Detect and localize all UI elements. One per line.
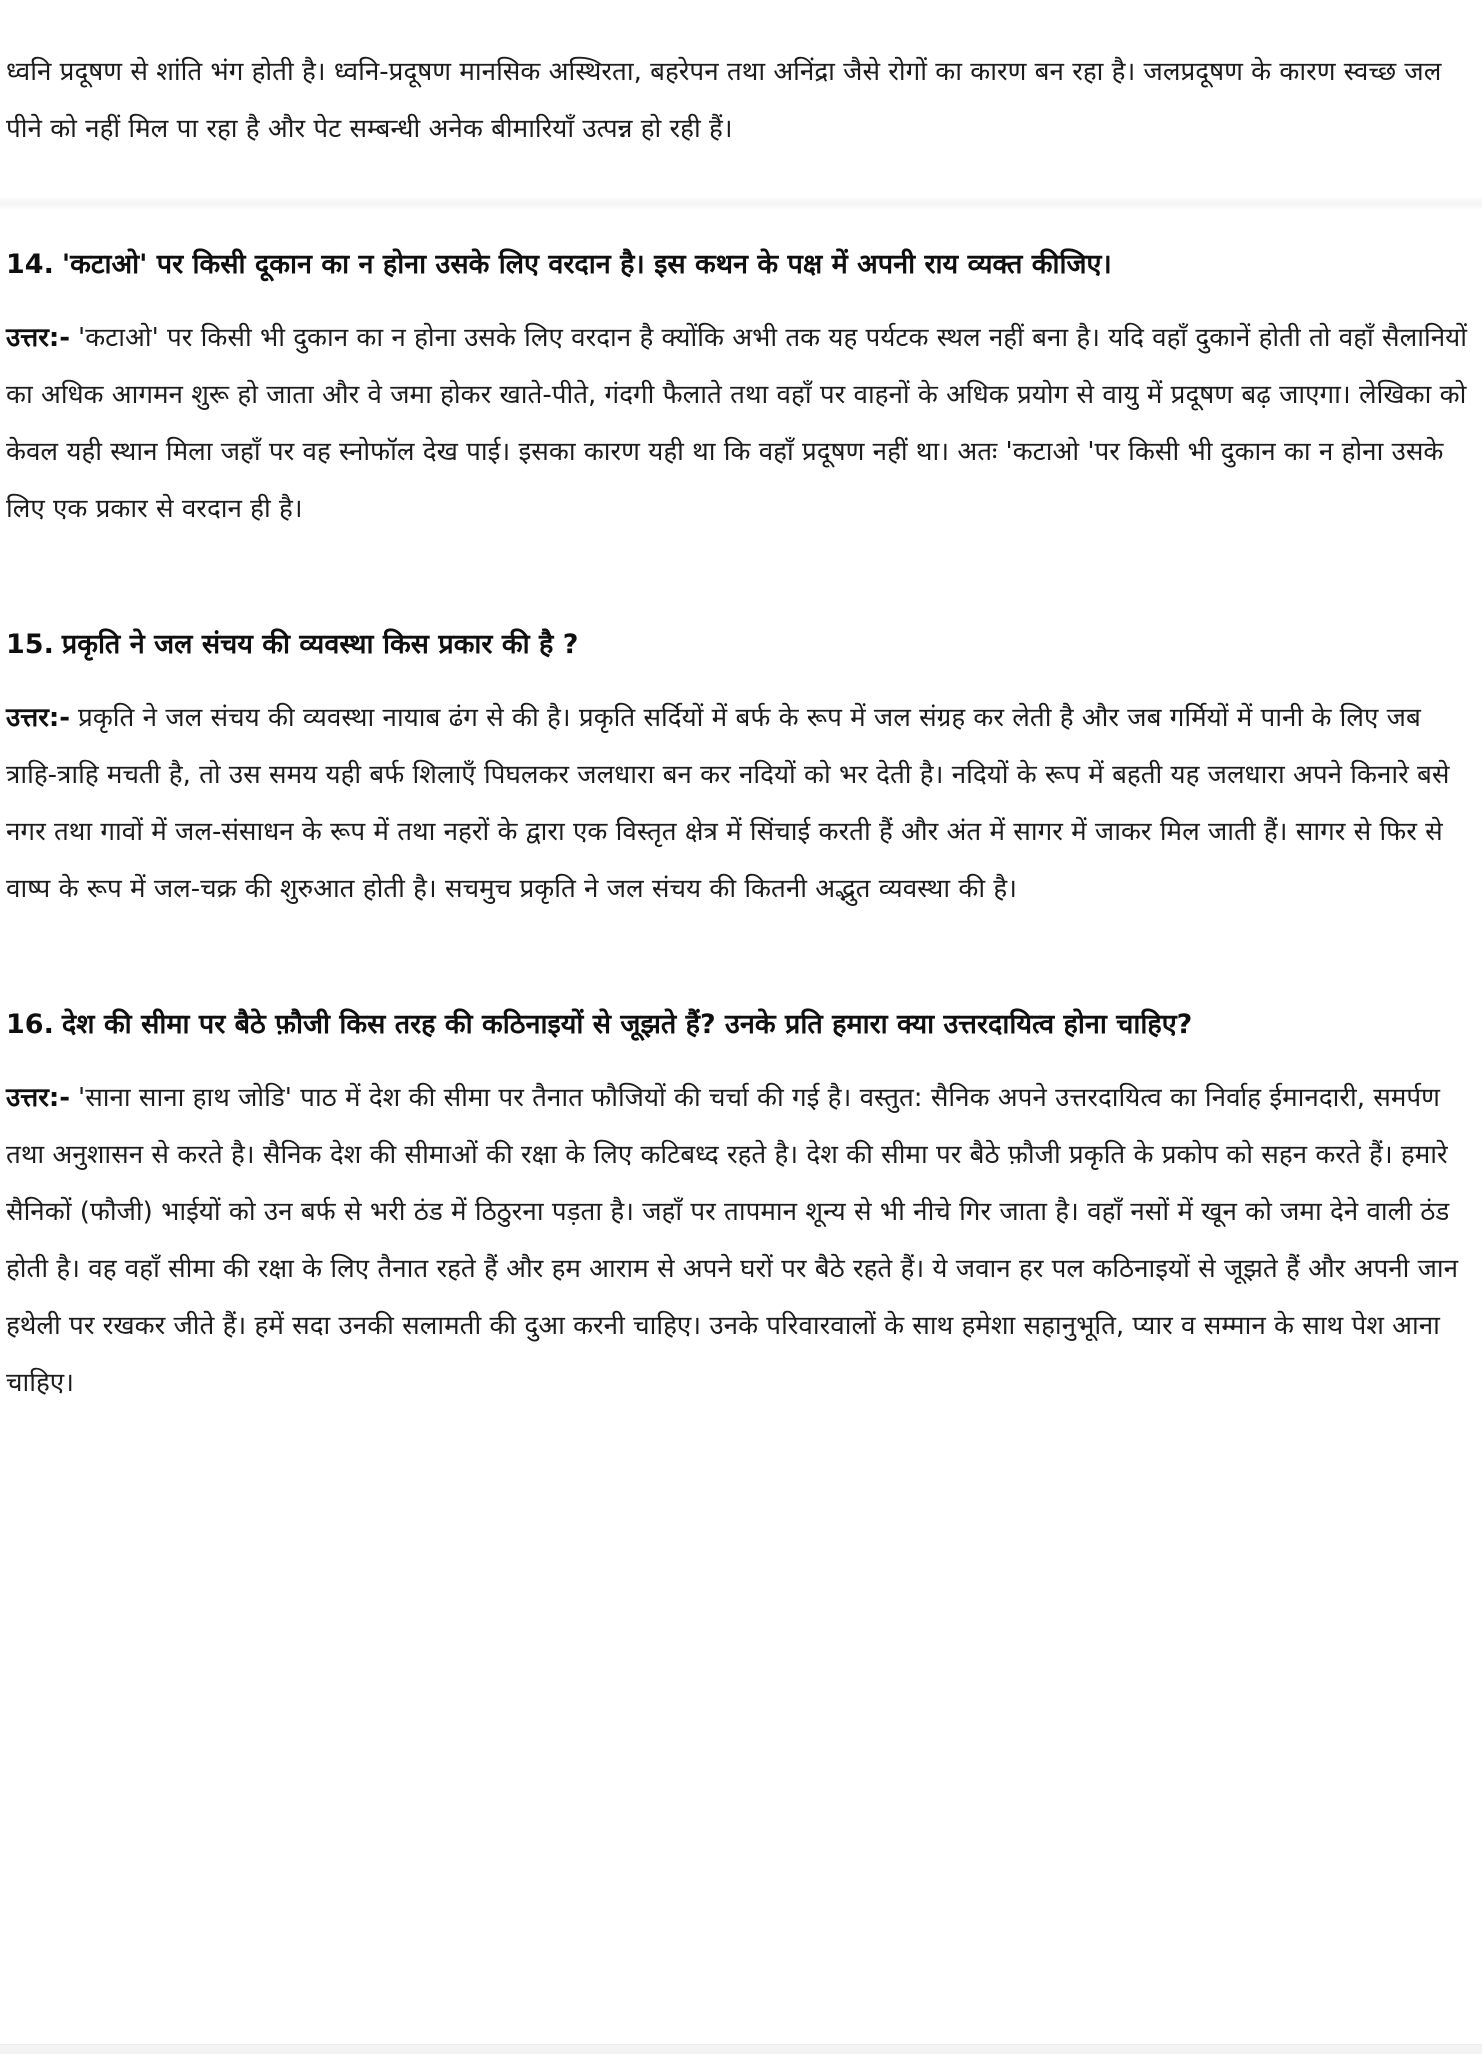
qa-item-15 [6, 622, 1468, 918]
answer-text: प्रकृति ने जल संचय की व्यवस्था नायाब ढंग से की है। प्रकृति सर्दियों में बर्फ के रूप में जल संग्रह कर लेती है और जब गर्मियों में पानी के लिए जब त्राहि-त्राहि मचती है, तो उस समय यही बर्फ शिलाएँ पिघलकर जलधारा बन कर नदियों को भर देती है। नदियों के रूप में बहती यह जलधारा अपने किनारे बसे नगर तथा गावों में जल-संसाधन के रूप में तथा नहरों के द्वारा एक विस्तृत क्षेत्र में सिंचाई करती हैं और अंत में सागर में जाकर मिल जाती हैं। सागर से फिर से वाष्प के रूप में जल-चक्र की शुरुआत होती है। सचमुच प्रकृति ने जल संचय की कितनी अद्भुत व्यवस्था की है। [6, 703, 1450, 904]
question-text: 'कटाओ' पर किसी दूकान का न होना उसके लिए वरदान है। इस कथन के पक्ष में अपनी राय व्यक्त कीजिए। [61, 249, 1112, 280]
answer-label: उत्तर:- [6, 703, 71, 733]
answer-paragraph-15 [6, 690, 1468, 918]
answer-paragraph-16 [6, 1070, 1468, 1412]
qa-item-16 [6, 1002, 1468, 1412]
qa-item-14 [6, 242, 1468, 538]
question-heading-14 [6, 242, 1468, 288]
answer-paragraph-14 [6, 310, 1468, 538]
answer-label: उत्तर:- [6, 1083, 71, 1113]
page-bottom-edge [0, 2044, 1482, 2054]
answer-text: 'कटाओ' पर किसी भी दुकान का न होना उसके लिए वरदान है क्योंकि अभी तक यह पर्यटक स्थल नहीं बना है। यदि वहाँ दुकानें होती तो वहाँ सैलानियों का अधिक आगमन शुरू हो जाता और वे जमा होकर खाते-पीते, गंदगी फैलाते तथा वहाँ पर वाहनों के अधिक प्रयोग से वायु में प्रदूषण बढ़ जाएगा। लेखिका को केवल यही स्थान मिला जहाँ पर वह स्नोफॉल देख पाई। इसका कारण यही था कि वहाँ प्रदूषण नहीं था। अतः 'कटाओ 'पर किसी भी दुकान का न होना उसके लिए एक प्रकार से वरदान ही है। [6, 323, 1467, 524]
intro-paragraph: ध्वनि प्रदूषण से शांति भंग होती है। ध्वनि-प्रदूषण मानसिक अस्थिरता, बहरेपन तथा अनिंद्रा जैसे रोगों का कारण बन रहा है। जलप्रदूषण के कारण स्वच्छ जल पीने को नहीं मिल पा रहा है और पेट सम्बन्धी अनेक बीमारियाँ उत्पन्न हो रही हैं। [6, 57, 1442, 144]
answer-text: 'साना साना हाथ जोडि' पाठ में देश की सीमा पर तैनात फौजियों की चर्चा की गई है। वस्तुत: सैनिक अपने उत्तरदायित्व का निर्वाह ईमानदारी, समर्पण तथा अनुशासन से करते है। सैनिक देश की सीमाओं की रक्षा के लिए कटिबध्द रहते है। देश की सीमा पर बैठे फ़ौजी प्रकृति के प्रकोप को सहन करते हैं। हमारे सैनिकों (फौजी) भाईयों को उन बर्फ से भरी ठंड में ठिठुरना पड़ता है। जहाँ पर तापमान शून्य से भी नीचे गिर जाता है। वहाँ नसों में खून को जमा देने वाली ठंड होती है। वह वहाँ सीमा की रक्षा के लिए तैनात रहते हैं और हम आराम से अपने घरों पर बैठे रहते हैं। ये जवान हर पल कठिनाइयों से जूझते हैं और अपनी जान हथेली पर रखकर जीते हैं। हमें सदा उनकी सलामती की दुआ करनी चाहिए। उनके परिवारवालों के साथ हमेशा सहानुभूति, प्यार व सम्मान के साथ पेश आना चाहिए। [6, 1083, 1459, 1398]
question-heading-15 [6, 622, 1468, 668]
question-number: 16. [6, 1009, 54, 1040]
question-number: 14. [6, 249, 54, 280]
question-text: प्रकृति ने जल संचय की व्यवस्था किस प्रकार की है ? [61, 629, 579, 660]
question-number: 15. [6, 629, 54, 660]
answer-label: उत्तर:- [6, 323, 71, 353]
question-text: देश की सीमा पर बैठे फ़ौजी किस तरह की कठिनाइयों से जूझते हैं? उनके प्रति हमारा क्या उत्तरदायित्व होना चाहिए? [61, 1009, 1193, 1040]
question-heading-16 [6, 1002, 1468, 1048]
